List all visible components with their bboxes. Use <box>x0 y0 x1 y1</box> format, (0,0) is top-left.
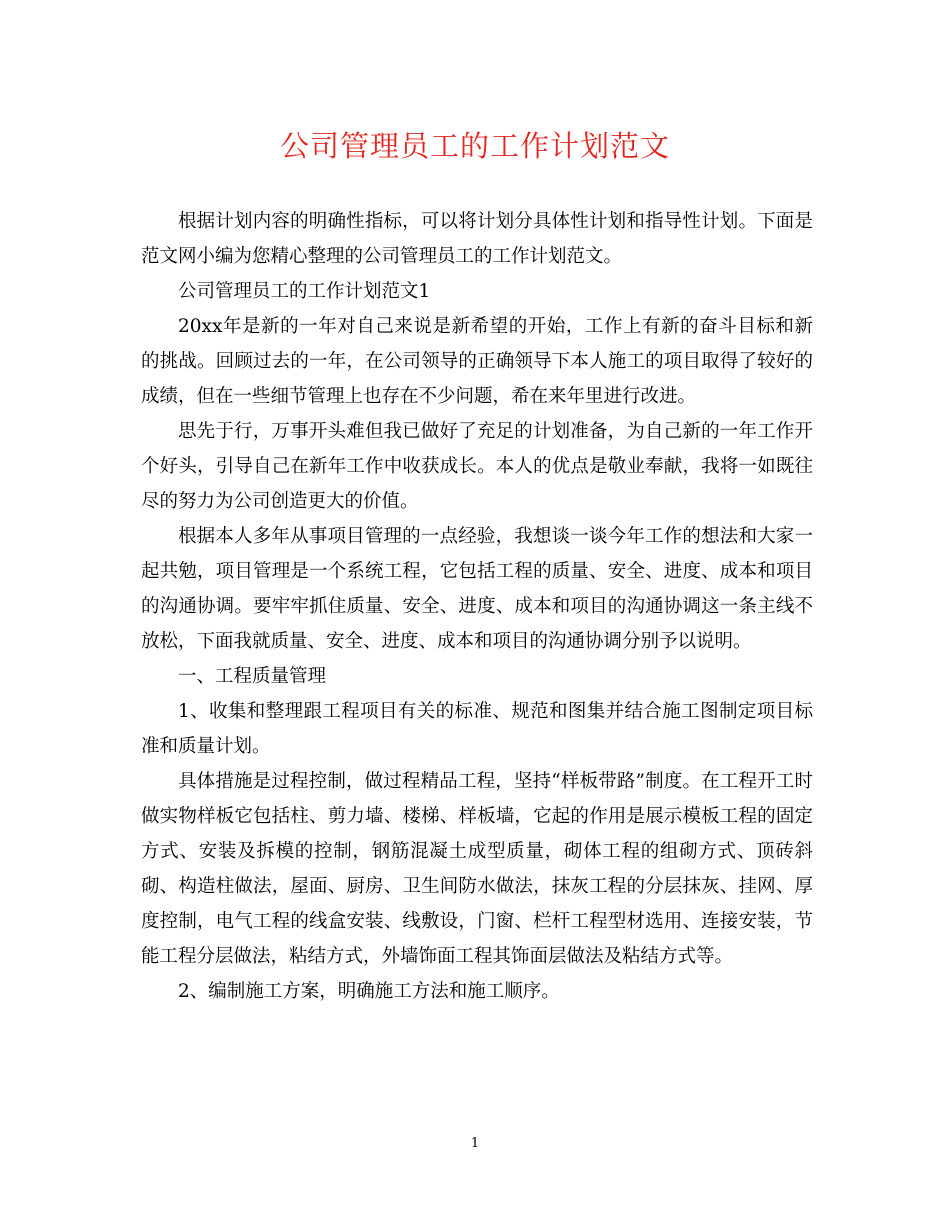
section-heading-quality: 一、工程质量管理 <box>178 666 327 687</box>
section-heading-plan-1: 公司管理员工的工作计划范文1 <box>178 281 431 302</box>
list-item: 2、编制施工方案，明确施工方法和施工顺序。 <box>178 981 560 1002</box>
body-paragraph: 思先于行，万事开头难但我已做好了充足的计划准备，为自己新的一年工作开个好头，引导自己在新年工作中收获成长。本人的优点是敬业奉献，我将一如既往尽的努力为公司创造更大的价值。 <box>141 421 813 512</box>
body-paragraph: 20xx年是新的一年对自己来说是新希望的开始，工作上有新的奋斗目标和新的挑战。回顾过去的一年，在公司领导的正确领导下本人施工的项目取得了较好的成绩，但在一些细节管理上也存在不少问题，希在来年里进行改进。 <box>141 316 813 407</box>
body-paragraph: 根据本人多年从事项目管理的一点经验，我想谈一谈今年工作的想法和大家一起共勉，项目管理是一个系统工程，它包括工程的质量、安全、进度、成本和项目的沟通协调。要牢牢抓住质量、安全、进度、成本和项目的沟通协调这一条主线不放松，下面我就质量、安全、进度、成本和项目的沟通协调分别予以说明。 <box>141 526 813 652</box>
document-title: 公司管理员工的工作计划范文 <box>279 129 670 163</box>
document-body <box>141 204 813 1009</box>
body-paragraph: 具体措施是过程控制，做过程精品工程，坚持“样板带路”制度。在工程开工时做实物样板它包括柱、剪力墙、楼梯、样板墙，它起的作用是展示模板工程的固定方式、安装及拆模的控制，钢筋混凝土成型质量，砌体工程的组砌方式、顶砖斜砌、构造柱做法，屋面、厨房、卫生间防水做法，抹灰工程的分层抹灰、挂网、厚度控制，电气工程的线盒安装、线敷设，门窗、栏杆工程型材选用、连接安装，节能工程分层做法，粘结方式，外墙饰面工程其饰面层做法及粘结方式等。 <box>141 771 813 967</box>
intro-paragraph: 根据计划内容的明确性指标，可以将计划分具体性计划和指导性计划。下面是范文网小编为您精心整理的公司管理员工的工作计划范文。 <box>141 211 813 267</box>
page-number: 1 <box>470 1136 480 1151</box>
list-item: 1、收集和整理跟工程项目有关的标准、规范和图集并结合施工图制定项目标准和质量计划。 <box>141 701 813 757</box>
